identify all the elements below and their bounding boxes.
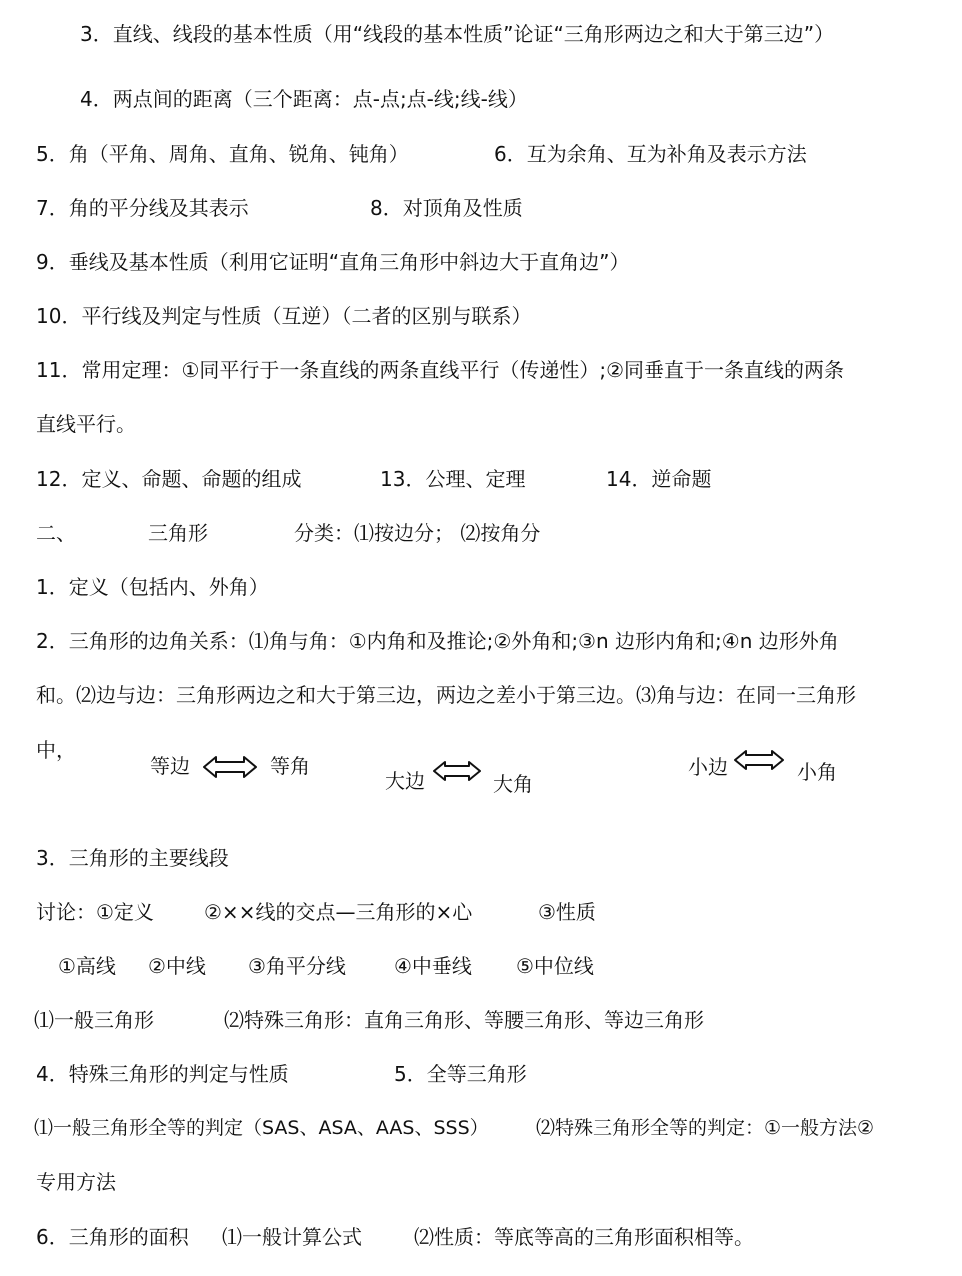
double-arrow-icon xyxy=(733,748,785,772)
double-arrow-icon xyxy=(202,754,258,780)
relation-right: 大角 xyxy=(493,772,533,796)
line-segment: 6．三角形的面积 xyxy=(36,1225,189,1249)
double-arrow-icon xyxy=(432,759,482,783)
line-segment: ⑴一般三角形全等的判定（SAS、ASA、AAS、SSS） xyxy=(34,1117,489,1139)
line-segment: 7．角的平分线及其表示 xyxy=(36,196,249,220)
line-segment: 8．对顶角及性质 xyxy=(370,196,523,220)
line-segment: 14．逆命题 xyxy=(606,467,712,491)
line-segment: ①高线 xyxy=(58,954,116,978)
line-segment: 10．平行线及判定与性质（互逆）（二者的区别与联系） xyxy=(36,304,532,328)
relation-right: 等角 xyxy=(270,754,310,778)
line-segment: 3．直线、线段的基本性质（用“线段的基本性质”论证“三角形两边之和大于第三边”） xyxy=(80,22,835,46)
line-segment: 5．全等三角形 xyxy=(394,1062,527,1086)
line-segment: 3．三角形的主要线段 xyxy=(36,846,229,870)
line-segment: 分类：⑴按边分； ⑵按角分 xyxy=(294,521,541,545)
line-segment: ⑴一般三角形 xyxy=(34,1008,154,1032)
line-segment: ⑤中位线 xyxy=(516,954,594,978)
line-segment: 9．垂线及基本性质（利用它证明“直角三角形中斜边大于直角边”） xyxy=(36,250,630,274)
line-segment: 直线平行。 xyxy=(36,412,136,436)
relation-left: 等边 xyxy=(150,754,190,778)
line-segment: 4．特殊三角形的判定与性质 xyxy=(36,1062,289,1086)
line-segment: ⑵性质：等底等高的三角形面积相等。 xyxy=(414,1225,754,1249)
line-segment: 4．两点间的距离（三个距离：点-点;点-线;线-线） xyxy=(80,87,528,111)
line-segment: 中， xyxy=(36,738,76,762)
line-segment: 专用方法 xyxy=(36,1170,116,1194)
line-segment: 12．定义、命题、命题的组成 xyxy=(36,467,302,491)
line-segment: 5．角（平角、周角、直角、锐角、钝角） xyxy=(36,142,409,166)
relation-left: 小边 xyxy=(688,755,728,779)
relation-right: 小角 xyxy=(797,760,837,784)
section-title: 三角形 xyxy=(148,521,208,545)
line-segment: 6．互为余角、互为补角及表示方法 xyxy=(494,142,807,166)
line-segment: ③角平分线 xyxy=(248,954,346,978)
line-segment: ⑴一般计算公式 xyxy=(222,1225,362,1249)
line-segment: 讨论：①定义 xyxy=(36,900,154,924)
line-segment: 2．三角形的边角关系：⑴角与角：①内角和及推论;②外角和;③n 边形内角和;④n 边形外角 xyxy=(36,629,839,653)
line-segment: ②××线的交点—三角形的×心 xyxy=(204,900,473,924)
line-segment: ④中垂线 xyxy=(394,954,472,978)
line-segment: ③性质 xyxy=(538,900,596,924)
relation-left: 大边 xyxy=(385,769,425,793)
line-segment: ⑵特殊三角形：直角三角形、等腰三角形、等边三角形 xyxy=(224,1008,704,1032)
line-segment: 1．定义（包括内、外角） xyxy=(36,575,269,599)
line-segment: 11．常用定理：①同平行于一条直线的两条直线平行（传递性）;②同垂直于一条直线的两条 xyxy=(36,358,845,382)
line-segment: ⑵特殊三角形全等的判定：①一般方法② xyxy=(536,1117,875,1139)
section-number: 二、 xyxy=(36,521,76,545)
line-segment: ②中线 xyxy=(148,954,206,978)
line-segment: 13．公理、定理 xyxy=(380,467,526,491)
line-segment: 和。⑵边与边：三角形两边之和大于第三边，两边之差小于第三边。⑶角与边：在同一三角形 xyxy=(36,683,856,707)
